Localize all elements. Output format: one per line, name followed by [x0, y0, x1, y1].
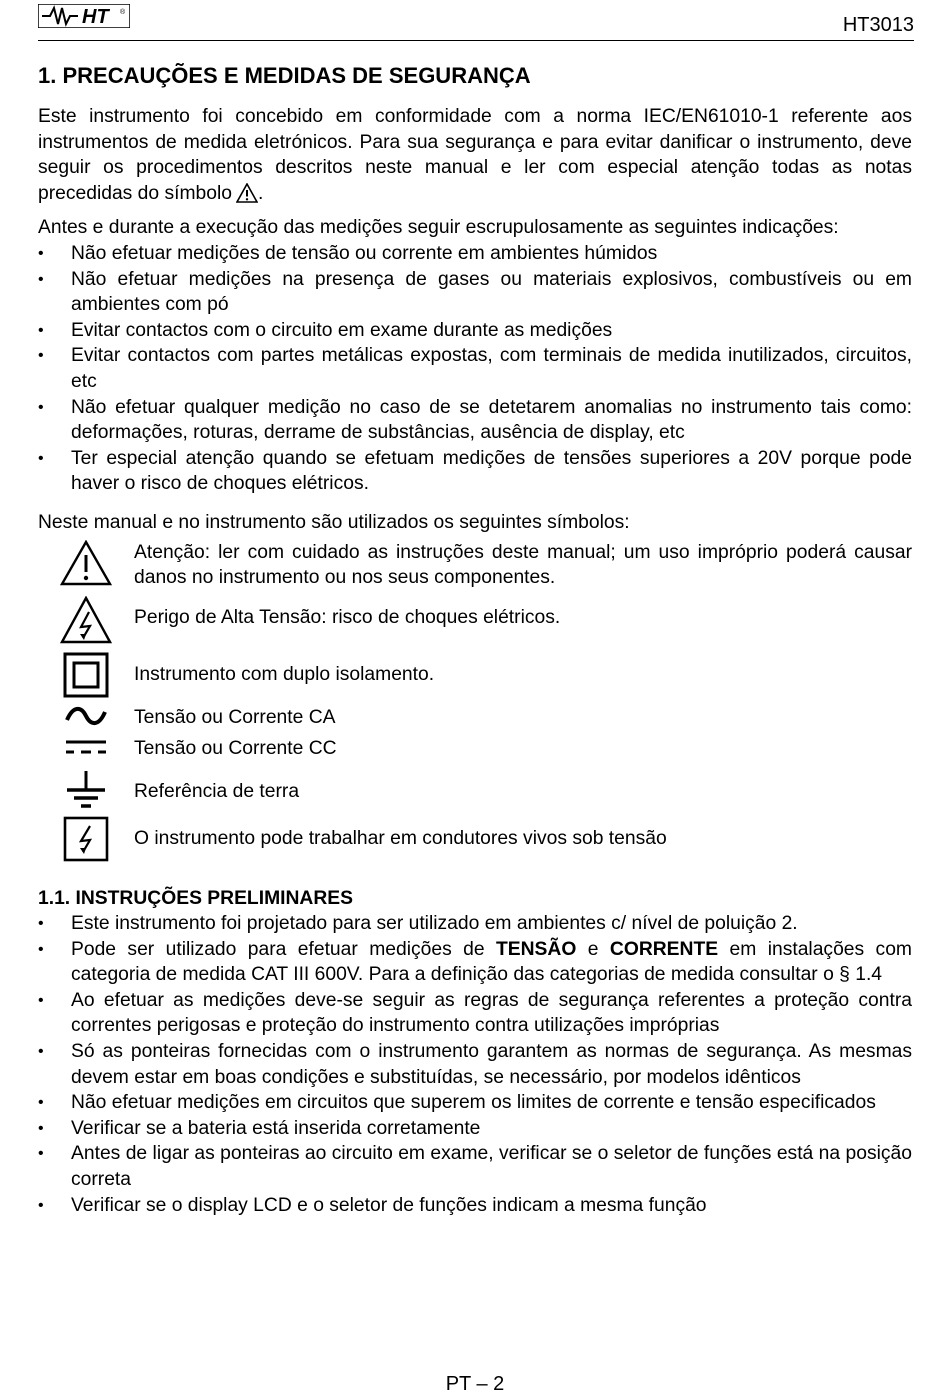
double-insulation-icon: [38, 651, 134, 699]
header-rule: [38, 40, 914, 41]
symbol-description: Tensão ou Corrente CA: [134, 706, 336, 728]
list-item: • Evitar contactos com o circuito em exame durante as medições: [38, 318, 912, 344]
document-id: HT3013: [842, 14, 914, 36]
symbol-description: Perigo de Alta Tensão: risco de choques elétricos.: [134, 606, 561, 628]
dc-icon: [38, 734, 134, 760]
symbol-row-dc: [38, 734, 912, 770]
list-item: • Ter especial atenção quando se efetuam medições de tensões superiores a 20V porque pode haver o risco de choques elétricos.: [38, 446, 912, 497]
list-item: • Verificar se a bateria está inserida corretamente: [38, 1116, 912, 1142]
list-item: • Não efetuar medições em circuitos que superem os limites de corrente e tensão especificados: [38, 1090, 912, 1116]
page-content: [38, 62, 912, 1218]
before-paragraph: Antes e durante a execução das medições seguir escrupulosamente as seguintes indicações:: [38, 217, 839, 239]
emphasis-current: CORRENTE: [609, 938, 719, 960]
symbol-description: Referência de terra: [134, 780, 300, 802]
symbol-row-warning: [38, 540, 912, 596]
list-item-text: em instalações com categoria de medida CAT III 600V. Para a definição das categorias de medida consultar o § 1.4: [71, 938, 912, 986]
high-voltage-icon: [38, 596, 134, 644]
list-item: • Não efetuar medições na presença de gases ou materiais explosivos, combustíveis ou em ambientes com pó: [38, 267, 912, 318]
symbol-row-ac: [38, 703, 912, 734]
ground-icon: [38, 770, 134, 810]
intro-paragraph: [38, 104, 912, 210]
symbol-description: O instrumento pode trabalhar em condutores vivos sob tensão: [134, 827, 667, 849]
list-item: • Não efetuar qualquer medição no caso de se detetarem anomalias no instrumento tais como: deformações, roturas, derrame de substâncias, ausência de display, etc: [38, 395, 912, 446]
list-item: • Não efetuar medições de tensão ou corrente em ambientes húmidos: [38, 241, 912, 267]
list-item: • Ao efetuar as medições deve-se seguir as regras de segurança referentes a proteção contra correntes perigosas e proteção do instrumento contra utilizações impróprias: [38, 988, 912, 1039]
svg-text:®: ®: [120, 9, 126, 16]
symbols-intro: Neste manual e no instrumento são utilizados os seguintes símbolos:: [38, 511, 630, 533]
symbol-row-live-conductor: [38, 816, 912, 864]
list-item: • Antes de ligar as ponteiras ao circuito em exame, verificar se o seletor de funções está na posição correta: [38, 1141, 912, 1192]
list-item: • Só as ponteiras fornecidas com o instrumento garantem as normas de segurança. As mesmas devem estar em boas condições e substituídas, se necessário, por modelos idênticos: [38, 1039, 912, 1090]
list-item: • Evitar contactos com partes metálicas expostas, com terminais de medida inutilizados, circuitos, etc: [38, 343, 912, 394]
list-item: • Verificar se o display LCD e o seletor de funções indicam a mesma função: [38, 1193, 912, 1219]
subsection-title: 1.1. INSTRUÇÕES PRELIMINARES: [38, 887, 353, 909]
list-item: • Este instrumento foi projetado para ser utilizado em ambientes c/ nível de poluição 2.: [38, 911, 912, 937]
safety-list: [38, 241, 912, 497]
intro-end: .: [258, 182, 264, 204]
symbol-row-high-voltage: [38, 596, 912, 651]
symbol-description: Atenção: ler com cuidado as instruções deste manual; um uso impróprio poderá causar danos no instrumento ou nos seus componentes.: [134, 541, 912, 589]
list-item-text: Pode ser utilizado para efetuar medições de: [71, 938, 485, 960]
page-number: PT – 2: [445, 1373, 505, 1395]
symbol-row-ground: [38, 770, 912, 816]
warning-triangle-icon: [236, 183, 258, 211]
section-title: 1. PRECAUÇÕES E MEDIDAS DE SEGURANÇA: [38, 63, 531, 88]
emphasis-voltage: TENSÃO: [495, 938, 577, 960]
warning-triangle-icon: [38, 540, 134, 586]
symbol-description: Tensão ou Corrente CC: [134, 737, 337, 759]
symbol-description: Instrumento com duplo isolamento.: [134, 663, 435, 685]
list-item: [38, 937, 912, 988]
live-conductor-icon: [38, 816, 134, 862]
intro-text: Este instrumento foi concebido em conformidade com a norma IEC/EN61010-1 referente aos instrumentos de medida eletrónicos. Para sua segurança e para evitar danificar o instrumento, deve seguir os procedimentos descritos neste manual e ler com especial atenção todas as notas precedidas do símbolo: [38, 106, 912, 204]
ac-icon: [38, 703, 134, 729]
ht-logo: [38, 4, 130, 33]
page-header: [38, 0, 914, 42]
symbols-table: [38, 540, 912, 864]
preliminary-instructions-list: [38, 911, 912, 1218]
svg-text:HT: HT: [82, 6, 109, 28]
list-item-text: e: [587, 938, 599, 960]
symbol-row-double-insulation: [38, 651, 912, 703]
